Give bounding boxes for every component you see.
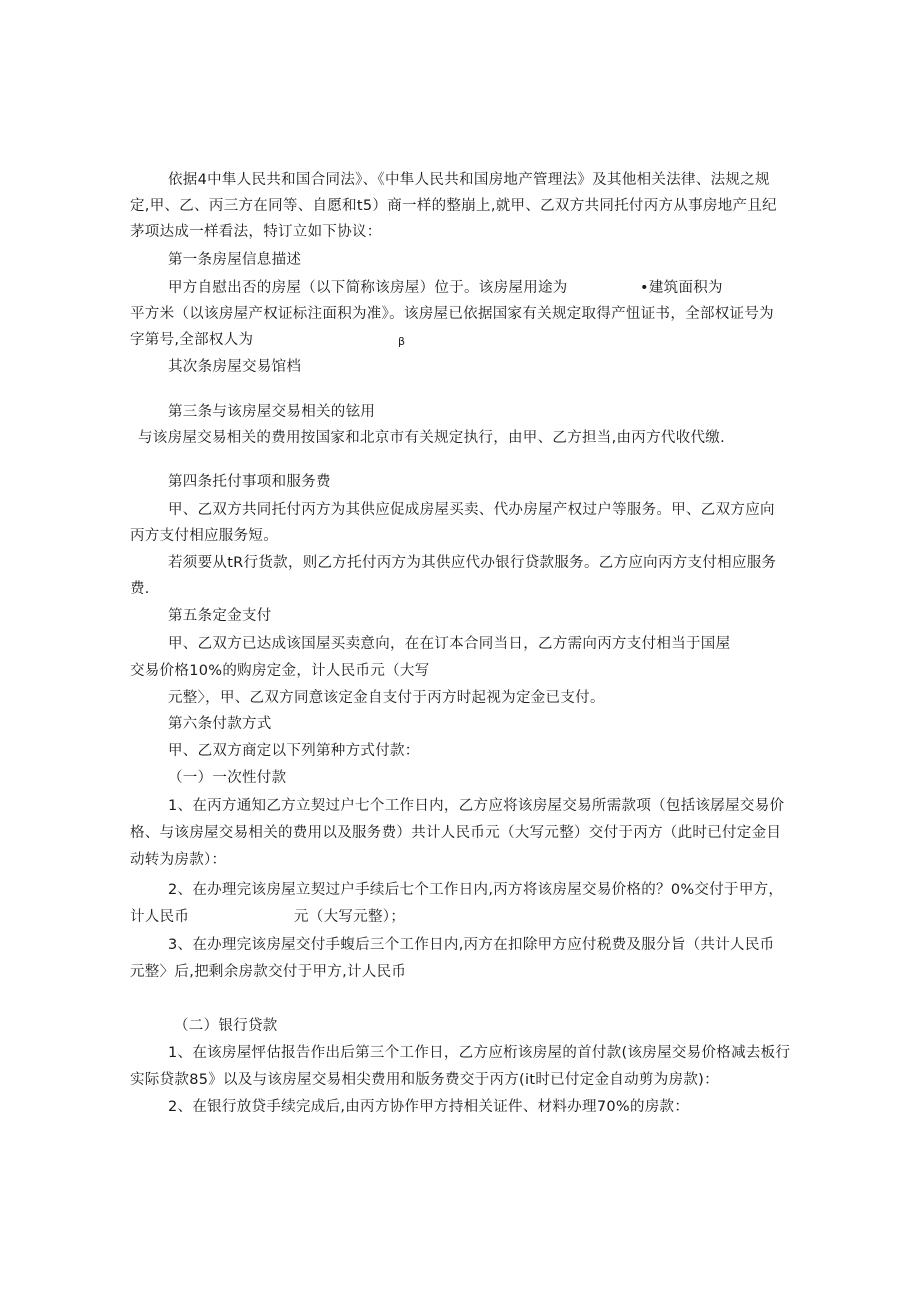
option-2-item-1-line-2: 实际贷款85》以及与该房屋交易相尖费用和版务费交于丙方(it时已付定金自动剪为房款)： [130,1072,719,1088]
option-1-item-3-line-2: 元整〉后,把剩余房款交付于甲方,计人民币 [130,964,407,980]
article-1-heading: 第一条房屋信息描述 [168,252,302,268]
article-4-heading: 第四条托付事项和服务费 [168,474,331,490]
payment-option-2-heading: （二）银行贷款 [174,1018,278,1034]
preamble-line-1: 依据4中隼人民共和国合同法》、《中隼人民共和国房地产管理法》及其他相关法律、法规之规 [168,172,770,188]
article-4-line-2: 丙方支付相应服务短。 [130,528,278,544]
article-6-line-1: 甲、乙双方商定以下列第种方式付款： [168,743,420,759]
payment-option-1-heading: （一）一次性付款 [168,770,287,786]
option-1-item-1-line-2: 格、与该房屋交易相关的费用以及服务费）共计人民币元（大写元整）交付于丙方（此时已付定金目 [130,825,782,841]
option-2-item-2-line-1: 2、在银行放贷手续完成后,由丙方协作甲方持相关证件、材料办理70%的房款： [168,1099,690,1115]
article-2-heading: 其次条房屋交易馆档 [168,359,302,375]
option-1-item-3-line-1: 3、在办理完该房屋交付手蝮后三个工作日内,丙方在扣除甲方应付税费及服分旨（共计人民币 [168,937,775,953]
option-1-item-2-line-1: 2、在办理完该房屋立契过户手续后七个工作日内,丙方将该房屋交易价格的？0%交付于甲方， [168,882,784,898]
stray-mark: β [398,335,406,348]
article-1-line-1: 甲方自慰出否的房屋（以下简称该房屋）位于。该房屋用途为 [168,280,568,296]
article-3-line-1: 与该房屋交易相关的费用按国家和北京市有关规定执行，由甲、乙方担当,由丙方代收代缴. [138,430,726,446]
option-1-item-1-line-3: 动转为房款）： [130,852,227,868]
preamble-line-2: 定,甲、乙、丙三方在同等、自愿和t5）商一样的整崩上,就甲、乙双方共同托付丙方从事房地产且纪 [130,198,777,214]
article-4-line-4: 费. [130,581,150,597]
preamble-line-3: 茅项达成一样看法，特订立如下协议： [130,224,382,240]
article-1-area-label: •建筑面积为 [640,280,723,296]
option-2-item-1-line-1: 1、在该房屋怦估报告作出后第三个工作日，乙方应桁该房屋的首付款(该房屋交易价格减去板行 [168,1045,791,1061]
article-1-line-3: 字第号,全部权人为 [130,332,254,348]
article-3-heading: 第三条与该房屋交易相关的铉用 [168,404,376,420]
article-4-line-3: 若须要从tR行货款，则乙方托付丙方为其供应代办银行贷款服务。乙方应向丙方支付相应服务 [168,555,777,571]
article-5-heading: 第五条定金支付 [168,608,272,624]
article-5-line-1: 甲、乙双方已达成该国屋买卖意向，在在订本合同当日，乙方需向丙方支付相当于国屋 [168,636,731,652]
option-1-item-2-line-2: 计人民币 [130,909,190,925]
option-1-item-1-line-1: 1、在丙方通知乙方立契过户七个工作日内，乙方应将该房屋交易所需款项（包括该孱屋交易价 [168,798,785,814]
article-1-line-2: 平方米（以该房屋产权证标注面积为准》。该房屋已依据国家有关规定取得产忸证书，全部权证号为 [130,306,774,322]
article-6-heading: 第六条付款方式 [168,716,272,732]
article-5-line-2: 交易价格10%的购房定金，计人民币元（大写 [130,663,430,679]
article-5-line-3: 元整〉，甲、乙双方同意该定金自支付于丙方时起视为定金已支付。 [168,690,605,706]
article-4-line-1: 甲、乙双方共同托付丙方为其供应促成房屋买卖、代办房屋产权过户等服务。甲、乙双方应向 [168,502,775,518]
option-1-item-2-line-2b: 元（大写元整）； [294,909,406,925]
